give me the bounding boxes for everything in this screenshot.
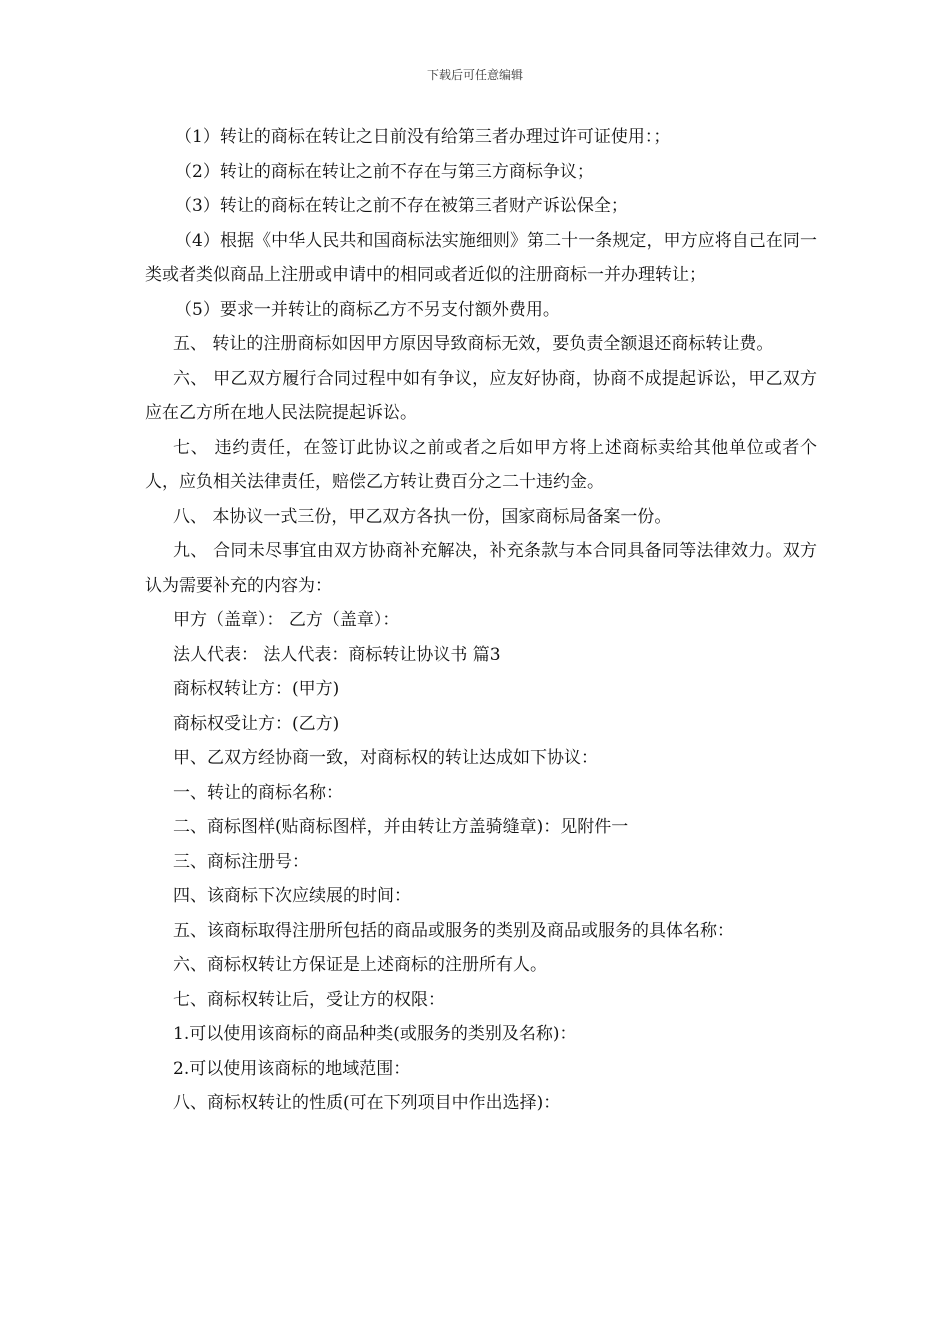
- clause-paragraph: 1.可以使用该商标的商品种类(或服务的类别及名称)：: [173, 1024, 577, 1044]
- clause-paragraph: 四、该商标下次应续展的时间：: [173, 886, 411, 906]
- clause-paragraph: 2.可以使用该商标的地域范围：: [173, 1058, 411, 1079]
- clause-paragraph: （5）要求一并转让的商标乙方不另支付额外费用。: [175, 299, 560, 320]
- clause-paragraph: 七、 违约责任，在签订此协议之前或者之后如甲方将上述商标卖给其他单位或者个人，应负相关法律责任，赔偿乙方转让费百分之二十违约金。: [145, 437, 817, 492]
- agreement-intro: 甲、乙双方经协商一致，对商标权的转让达成如下协议：: [173, 748, 598, 768]
- transferor-line: 商标权转让方：(甲方): [173, 679, 340, 699]
- clause-paragraph: （4）根据《中华人民共和国商标法实施细则》第二十一条规定，甲方应将自己在同一类或者类似商品上注册或申请中的相同或者近似的注册商标一并办理转让；: [145, 230, 817, 285]
- transferee-line: 商标权受让方：(乙方): [173, 713, 340, 734]
- clause-paragraph: 八、商标权转让的性质(可在下列项目中作出选择)：: [173, 1093, 561, 1113]
- clause-paragraph: 六、商标权转让方保证是上述商标的注册所有人。: [173, 955, 547, 975]
- clause-paragraph: （1）转让的商标在转让之日前没有给第三者办理过许可证使用：；: [175, 127, 671, 147]
- clause-paragraph: 七、商标权转让后，受让方的权限：: [173, 989, 445, 1010]
- clause-paragraph: （2）转让的商标在转让之前不存在与第三方商标争议；: [175, 161, 594, 182]
- clause-paragraph: （3）转让的商标在转让之前不存在被第三者财产诉讼保全；: [175, 196, 628, 216]
- representative-line: 法人代表： 法人代表：商标转让协议书 篇3: [173, 644, 501, 665]
- clause-paragraph: 五、 转让的注册商标如因甲方原因导致商标无效，要负责全额退还商标转让费。: [173, 334, 774, 354]
- signature-line: 甲方（盖章）： 乙方（盖章）：: [173, 610, 400, 630]
- page-header-note: 下载后可任意编辑: [426, 68, 523, 82]
- clause-paragraph: 二、商标图样(贴商标图样，并由转让方盖骑缝章)：见附件一: [173, 817, 629, 837]
- document-body: [145, 120, 817, 1121]
- clause-paragraph: 三、商标注册号：: [173, 851, 309, 872]
- clause-paragraph: 八、 本协议一式三份，甲乙双方各执一份，国家商标局备案一份。: [173, 506, 672, 527]
- clause-paragraph: 六、 甲乙双方履行合同过程中如有争议，应友好协商，协商不成提起诉讼，甲乙双方应在乙方所在地人民法院提起诉讼。: [145, 368, 817, 423]
- clause-paragraph: 五、该商标取得注册所包括的商品或服务的类别及商品或服务的具体名称：: [173, 920, 734, 941]
- clause-paragraph: 一、转让的商标名称：: [173, 782, 343, 803]
- clause-paragraph: 九、 合同未尽事宜由双方协商补充解决，补充条款与本合同具备同等法律效力。双方认为需要补充的内容为：: [145, 541, 817, 596]
